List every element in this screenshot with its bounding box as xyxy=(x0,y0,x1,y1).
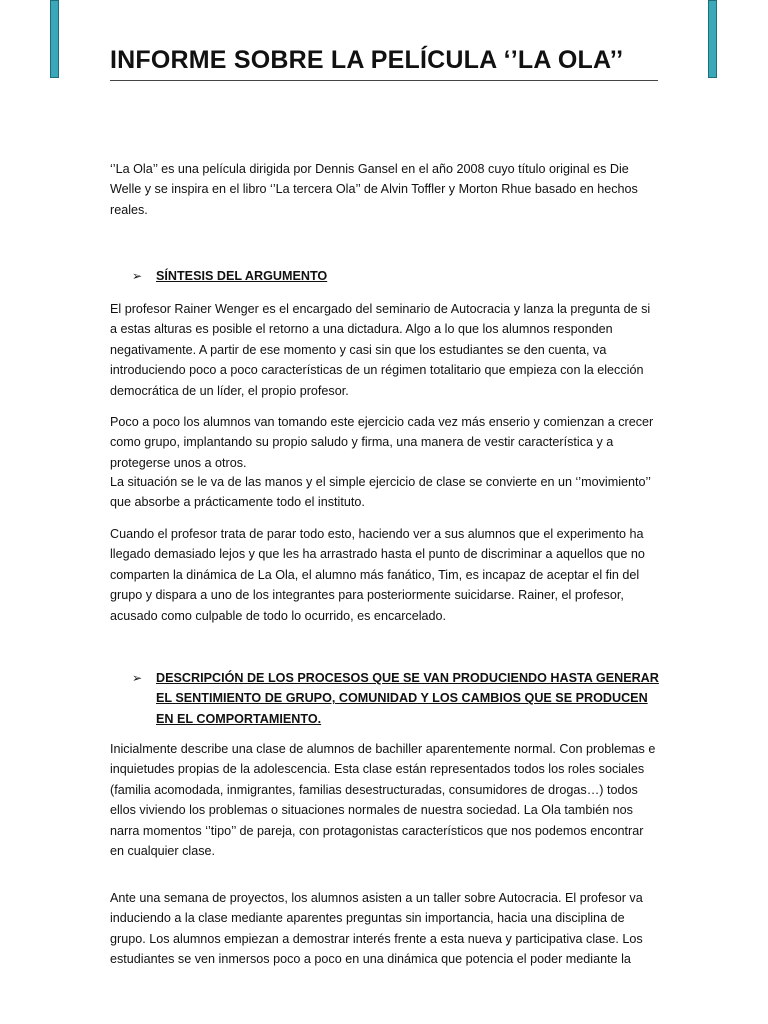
left-margin-bar xyxy=(50,0,59,78)
synthesis-paragraph: El profesor Rainer Wenger es el encargado del seminario de Autocracia y lanza la pregunta de si a estas alturas es posible el retorno a una dictadura. Algo a lo que los alumnos responden negativamente. A partir de ese momento y casi sin que los estudiantes se den cuenta, va introduciendo poco a poco características de un régimen totalitario que empieza con la elección democrática de un líder, el propio profesor. xyxy=(110,302,651,398)
processes-paragraph: Ante una semana de proyectos, los alumnos asisten a un taller sobre Autocracia. El profesor va induciendo a la clase mediante aparentes preguntas sin importancia, hacia una disciplina de grupo. Los alumnos empiezan a demostrar interés frente a esta nueva y participativa clase. Los estudiantes se ven inmersos poco a poco en una dinámica que potencia el poder mediante la xyxy=(110,891,643,967)
document-title: INFORME SOBRE LA PELÍCULA ‘’LA OLA’’ xyxy=(110,46,624,74)
section-heading-text: SÍNTESIS DEL ARGUMENTO xyxy=(156,269,328,283)
intro-paragraph: ‘’La Ola’’ es una película dirigida por Dennis Gansel en el año 2008 cuyo título original es Die Welle y se inspira en el libro ‘’La tercera Ola’’ de Alvin Toffler y Morton Rhue basado en hechos reales. xyxy=(110,162,638,217)
section-heading-synthesis xyxy=(132,266,662,286)
arrow-bullet-icon: ➢ xyxy=(132,269,143,283)
processes-paragraph: Inicialmente describe una clase de alumnos de bachiller aparentemente normal. Con problemas e inquietudes propias de la adolescencia. Esta clase están representados todos los roles sociales (familia acomodada, inmigrantes, familias desestructuradas, consumidores de drogas…) todos ellos viviendo los problemas o situaciones normales de nuestra sociedad. La Ola también nos narra momentos ‘’tipo’’ de pareja, con protagonistas característicos que nos podemos encontrar en cualquier clase. xyxy=(110,742,656,859)
synthesis-paragraph: La situación se le va de las manos y el simple ejercicio de clase se convierte en un ‘’movimiento’’ que absorbe a prácticamente todo el instituto. xyxy=(110,475,651,510)
synthesis-paragraph: Poco a poco los alumnos van tomando este ejercicio cada vez más enserio y comienzan a crecer como grupo, implantando su propio saludo y firma, una manera de vestir característica y a protegerse unos a otros. xyxy=(110,415,654,470)
synthesis-paragraph: Cuando el profesor trata de parar todo esto, haciendo ver a sus alumnos que el experimento ha llegado demasiado lejos y que les ha arrastrado hasta el punto de discriminar a aquellos que no comparten la dinámica de La Ola, el alumno más fanático, Tim, es incapaz de aceptar el fin del grupo y dispara a uno de los integrantes para posteriormente suicidarse. Rainer, el profesor, acusado como culpable de todo lo ocurrido, es encarcelado. xyxy=(110,527,645,623)
title-underline xyxy=(110,80,658,81)
section-heading-processes xyxy=(132,668,662,729)
section-heading-text: DESCRIPCIÓN DE LOS PROCESOS QUE SE VAN PRODUCIENDO HASTA GENERAR EL SENTIMIENTO DE GRUPO, COMUNIDAD Y LOS CAMBIOS QUE SE PRODUCEN EN EL COMPORTAMIENTO. xyxy=(156,671,659,726)
arrow-bullet-icon: ➢ xyxy=(132,671,143,685)
